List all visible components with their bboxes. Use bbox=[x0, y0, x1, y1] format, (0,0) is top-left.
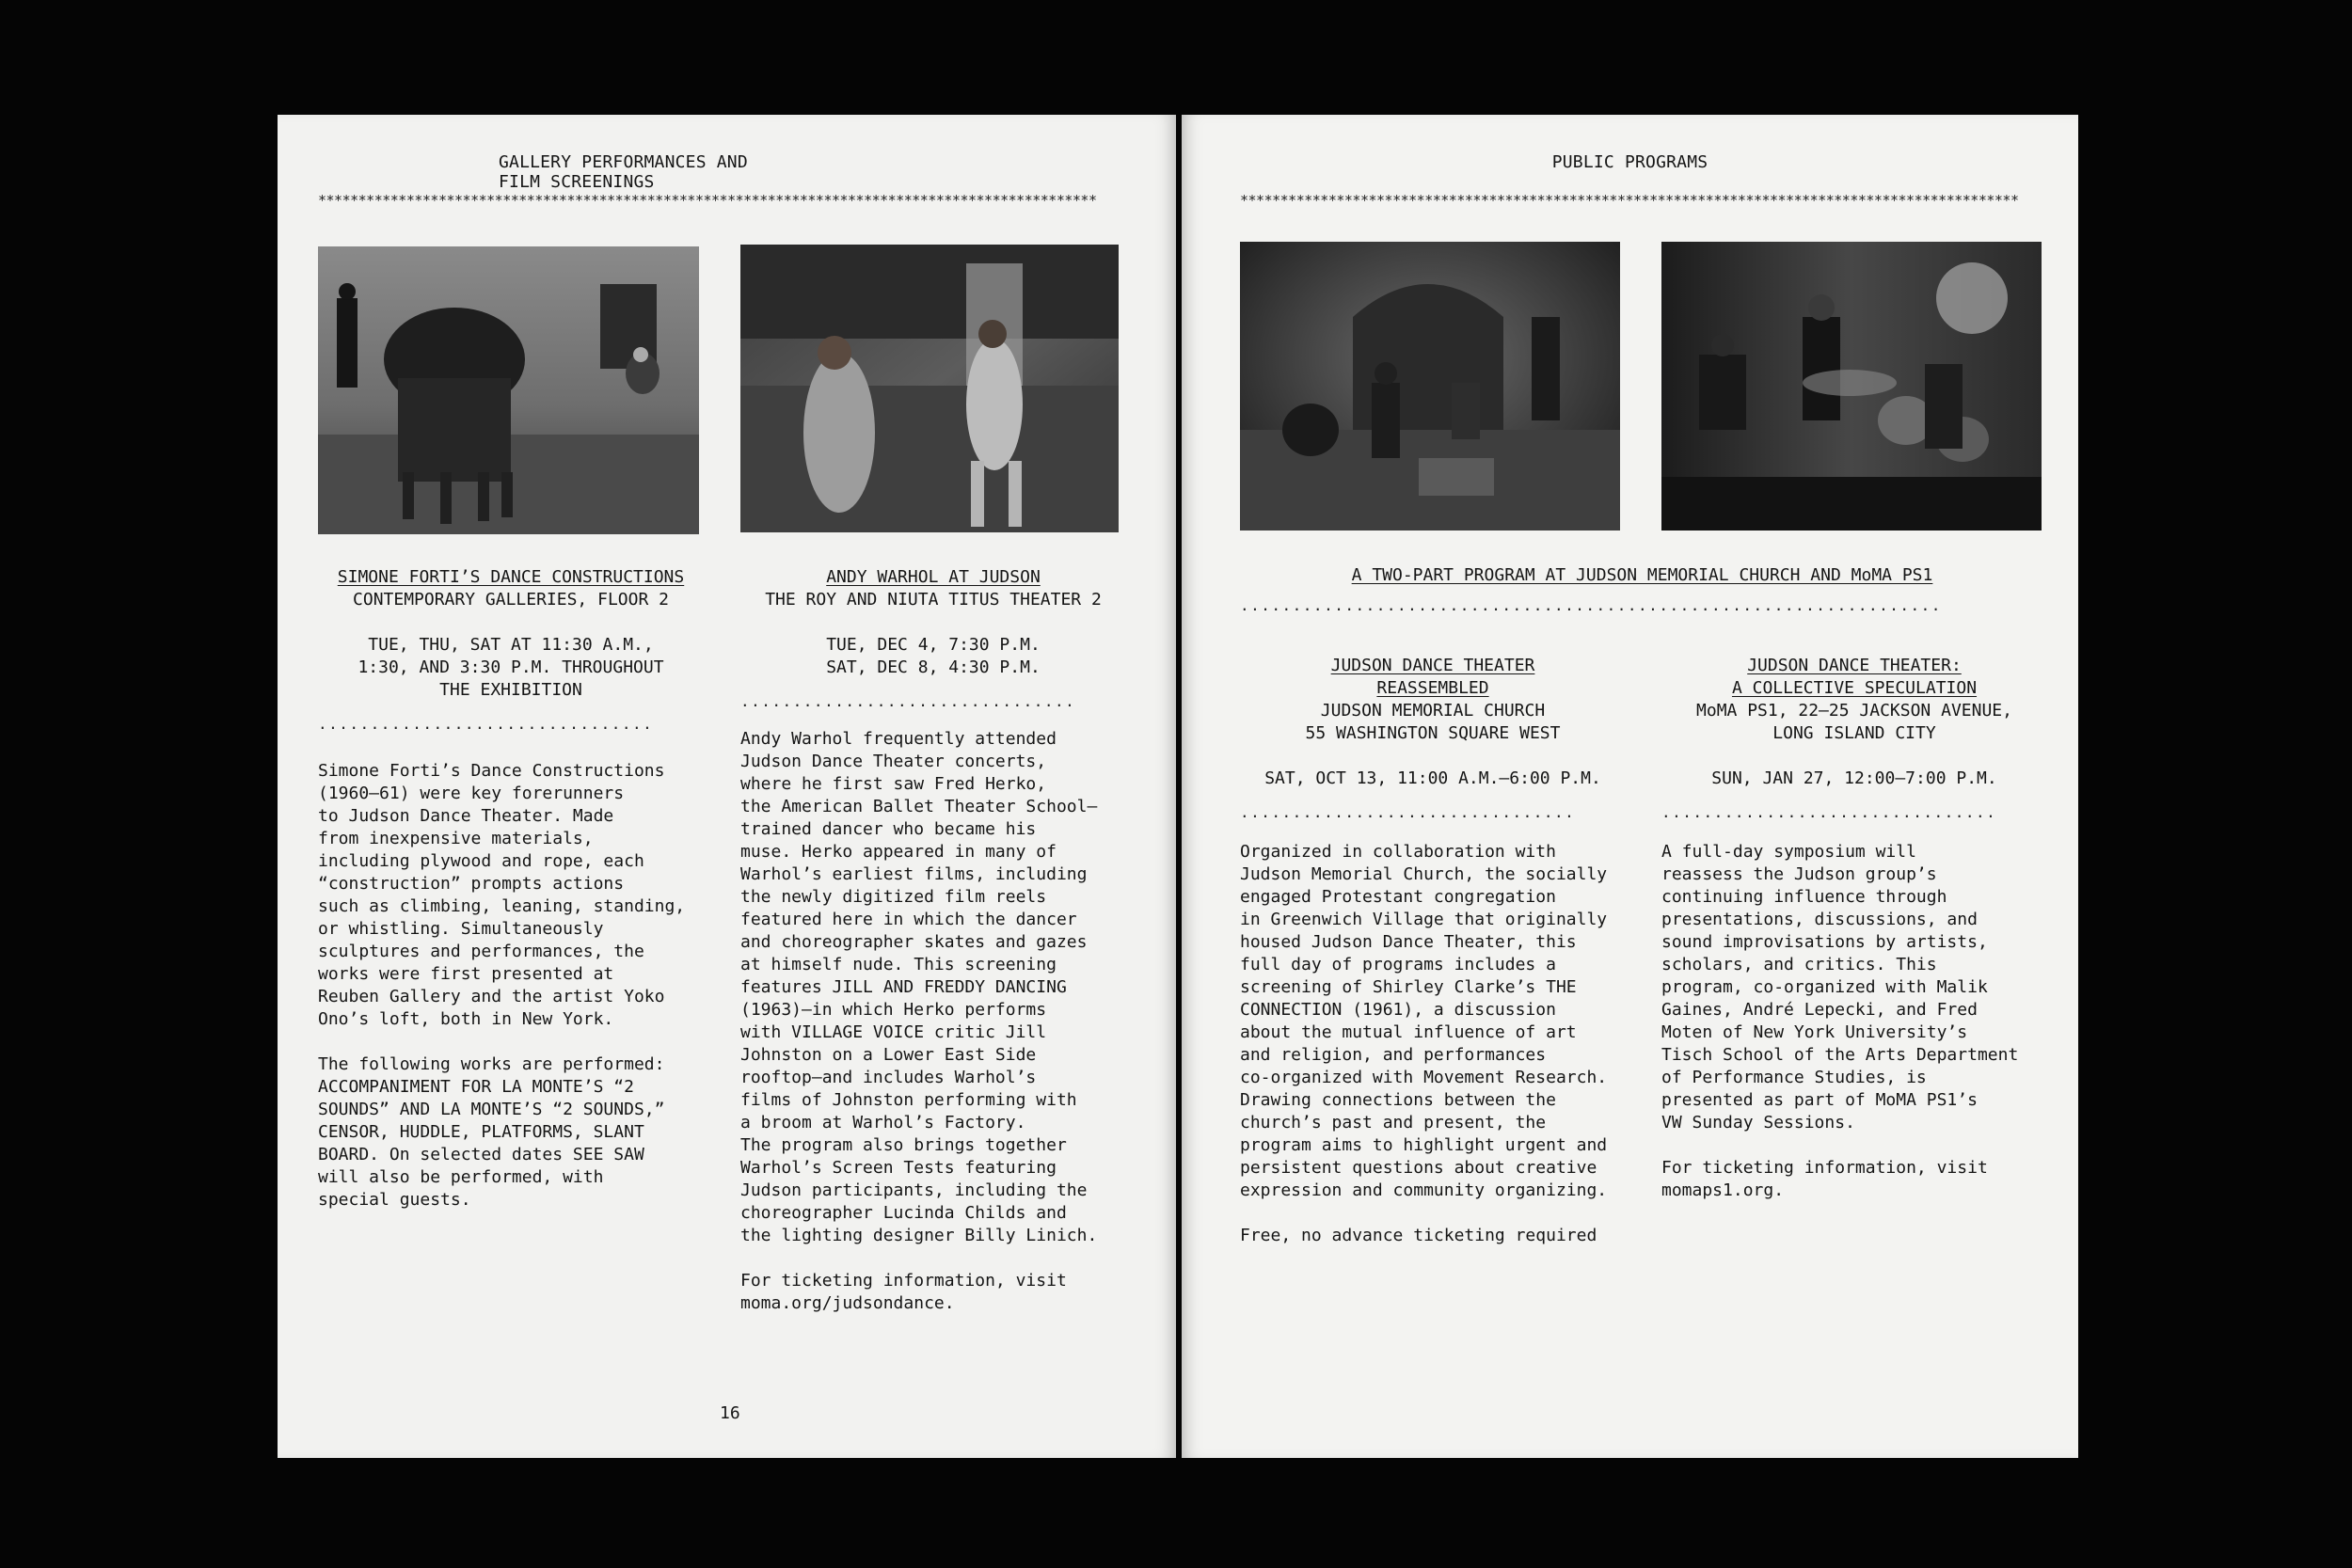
forti-location: CONTEMPORARY GALLERIES, FLOOR 2 bbox=[353, 590, 669, 610]
warhol-title: ANDY WARHOL AT JUDSON bbox=[826, 567, 1041, 587]
warhol-location: THE ROY AND NIUTA TITUS THEATER 2 bbox=[765, 590, 1102, 610]
speculation-location: MoMA PS1, 22–25 JACKSON AVENUE, LONG ISLAND CITY bbox=[1696, 701, 2012, 743]
column-collective-speculation bbox=[1661, 655, 2047, 1202]
forti-title: SIMONE FORTI’S DANCE CONSTRUCTIONS bbox=[337, 567, 685, 587]
speculation-ticketing: For ticketing information, visit momaps1.org. bbox=[1661, 1158, 1988, 1200]
left-page bbox=[278, 115, 1176, 1458]
speculation-title-line1: JUDSON DANCE THEATER: bbox=[1747, 656, 1962, 675]
reassembled-title-line2: REASSEMBLED bbox=[1376, 678, 1489, 698]
forti-body-works: The following works are performed: ACCOMPANIMENT FOR LA MONTE’S “2 SOUNDS” AND LA MONTE’S “2 SOUNDS,” CENSOR, HUDDLE, PLATFORMS, SLANT BOARD. On selected dates SEE SAW will also be performed, with special guests. bbox=[318, 1054, 665, 1210]
speculation-dot-rule: ................................ bbox=[1661, 805, 1997, 820]
forti-dot-rule: ................................ bbox=[318, 717, 654, 732]
photo-warhol-dancers bbox=[740, 245, 1119, 532]
speculation-body: A full-day symposium will reassess the Judson group’s continuing influence through presentations, discussions, and sound improvisations by artists, scholars, and critics. This program, co-organized with Malik Gaines, André Lepecki, and Fred Moten of New York University’s Tisch School of the Arts Department of Performance Studies, is presented as part of MoMA PS1’s VW Sunday Sessions. bbox=[1661, 842, 2019, 1132]
column-warhol bbox=[740, 566, 1126, 1315]
reassembled-body: Organized in collaboration with Judson Memorial Church, the socially engaged Protestant congregation in Greenwich Village that originally housed Judson Dance Theater, this full day of programs includes a screening of Shirley Clarke’s THE CONNECTION (1961), a discussion about the mutual influence of art and religion, and performances co-organized with Movement Research. Drawing connections between the church’s past and present, the program aims to highlight urgent and persistent questions about creative expression and community organizing. bbox=[1240, 842, 1608, 1200]
warhol-body: Andy Warhol frequently attended Judson Dance Theater concerts, where he first saw Fred Herko, the American Ballet Theater School– trained dancer who became his muse. Herko appeared in many of Warhol’s earliest films, including the newly digitized film reels featured here in which the dancer and choreographer skates and gazes at himself nude. This screening features JILL AND FREDDY DANCING (1963)—in which Herko performs with VILLAGE VOICE critic Jill Johnston on a Lower East Side rooftop—and includes Warhol’s films of Johnston performing with a broom at Warhol’s Factory. The program also brings together Warhol’s Screen Tests featuring Judson participants, including the choreographer Lucinda Childs and the lighting designer Billy Linich. bbox=[740, 729, 1098, 1245]
star-rule-left: ************************************************************************************************* bbox=[318, 194, 1097, 207]
forti-heading bbox=[318, 566, 704, 611]
running-head-left: GALLERY PERFORMANCES AND FILM SCREENINGS bbox=[499, 152, 748, 192]
photo-music-performance bbox=[1661, 242, 2042, 531]
speculation-heading bbox=[1661, 655, 2047, 745]
running-head-right: PUBLIC PROGRAMS bbox=[1551, 152, 1708, 172]
reassembled-schedule: SAT, OCT 13, 11:00 A.M.–6:00 P.M. bbox=[1264, 768, 1601, 788]
star-rule-right: ************************************************************************************************* bbox=[1240, 194, 2019, 207]
warhol-schedule: TUE, DEC 4, 7:30 P.M. SAT, DEC 8, 4:30 P.M. bbox=[826, 635, 1041, 677]
photo-dance-constructions bbox=[318, 246, 699, 534]
reassembled-ticketing: Free, no advance ticketing required bbox=[1240, 1226, 1597, 1245]
program-header bbox=[1240, 564, 2044, 613]
warhol-dot-rule: ................................ bbox=[740, 694, 1076, 709]
page-number-left: 16 bbox=[720, 1403, 740, 1423]
warhol-heading bbox=[740, 566, 1126, 611]
right-page bbox=[1182, 115, 2078, 1458]
reassembled-dot-rule: ................................ bbox=[1240, 805, 1576, 820]
forti-schedule: TUE, THU, SAT AT 11:30 A.M., 1:30, AND 3:30 P.M. THROUGHOUT THE EXHIBITION bbox=[358, 635, 664, 700]
reassembled-heading bbox=[1240, 655, 1626, 745]
reassembled-title-line1: JUDSON DANCE THEATER bbox=[1330, 656, 1535, 675]
photo-stage-performance bbox=[1240, 242, 1620, 531]
column-forti bbox=[318, 566, 704, 1212]
program-dot-rule: ................................................................... bbox=[1240, 598, 1942, 613]
forti-body-intro: Simone Forti’s Dance Constructions (1960–61) were key forerunners to Judson Dance Theater. Made from inexpensive materials, including plywood and rope, each “construction” prompts actions such as climbing, leaning, standing, or whistling. Simultaneously sculptures and performances, the works were first presented at Reuben Gallery and the artist Yoko Ono’s loft, both in New York. bbox=[318, 761, 686, 1029]
speculation-schedule: SUN, JAN 27, 12:00–7:00 P.M. bbox=[1711, 768, 1997, 788]
warhol-ticketing: For ticketing information, visit moma.org/judsondance. bbox=[740, 1271, 1067, 1313]
speculation-title-line2: A COLLECTIVE SPECULATION bbox=[1731, 678, 1978, 698]
reassembled-location: JUDSON MEMORIAL CHURCH 55 WASHINGTON SQUARE WEST bbox=[1305, 701, 1561, 743]
program-title: A TWO-PART PROGRAM AT JUDSON MEMORIAL CHURCH AND MoMA PS1 bbox=[1351, 565, 1933, 585]
column-reassembled bbox=[1240, 655, 1626, 1247]
